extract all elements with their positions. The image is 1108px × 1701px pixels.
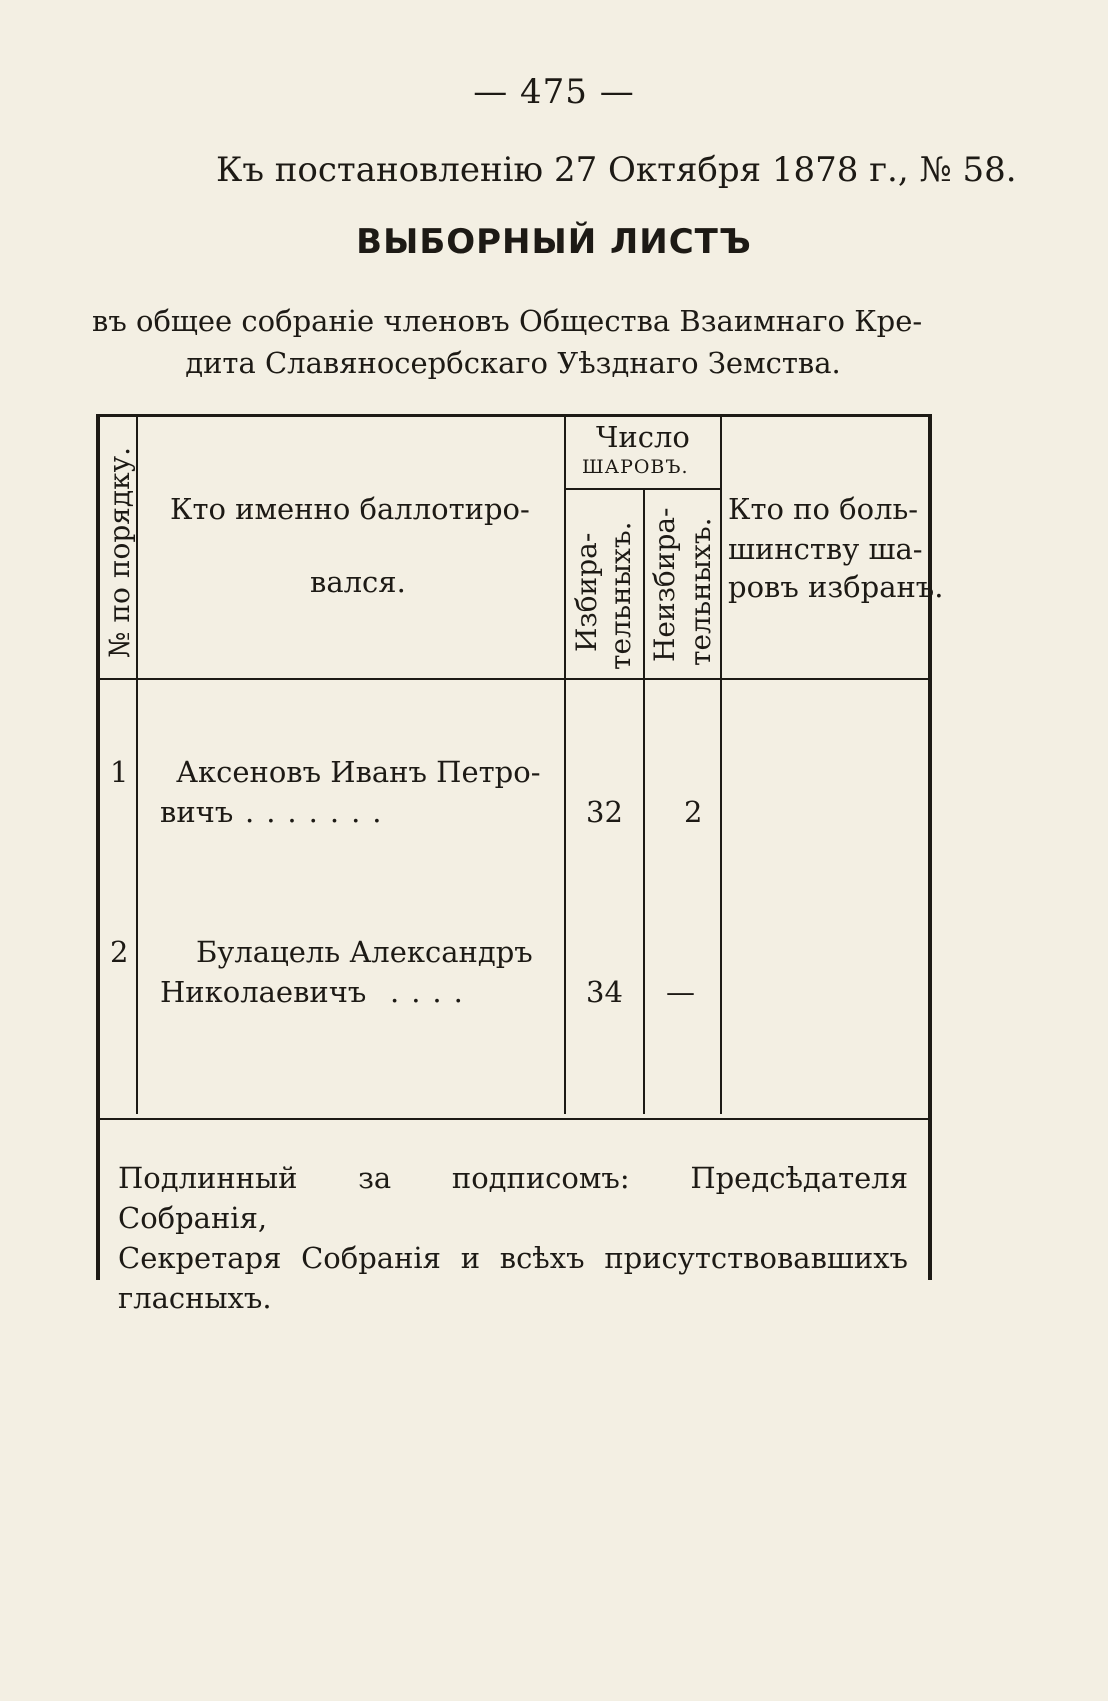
votes-for: 32	[586, 795, 623, 829]
row-number: 1	[110, 755, 129, 789]
header-bottom-rule	[96, 678, 932, 680]
table-top-rule	[96, 414, 932, 417]
table-right-border	[928, 414, 932, 1280]
candidate-name-line-2: вичъ	[160, 795, 234, 829]
note-line-3: гласныхъ.	[118, 1281, 272, 1315]
header-elected-line-2: шинству ша-	[728, 532, 923, 566]
leader-dots: ....	[390, 975, 475, 1009]
note-line-2: Секретаря Собранія и всѣхъ присутствовавшихъ	[118, 1241, 908, 1275]
candidate-name-line-2: Николаевичъ	[160, 975, 367, 1009]
authenticity-note	[118, 1158, 908, 1318]
column-divider-balls	[643, 490, 645, 1114]
candidate-name-line-1: Булацель Александръ	[196, 935, 533, 969]
sheet-title: ВЫБОРНЫЙ ЛИСТЪ	[356, 222, 752, 262]
header-candidate-line-1: Кто именно баллотиро-	[170, 492, 530, 526]
table-bottom-rule	[96, 1118, 932, 1120]
column-divider-number	[136, 414, 138, 1114]
note-line-1: Подлинный за подписомъ: Предсѣдателя Собранія,	[118, 1161, 908, 1235]
resolution-reference: Къ постановленію 27 Октября 1878 г., № 58.	[216, 150, 1017, 190]
balls-subheader-rule	[566, 488, 720, 490]
row-number: 2	[110, 935, 129, 969]
header-balls: Число	[596, 420, 690, 454]
leader-dots: .......	[245, 795, 394, 829]
header-for-line-1: Избира-	[570, 532, 603, 652]
header-elected-line-3: ровъ избранъ.	[728, 570, 944, 604]
column-divider-candidate	[564, 414, 566, 1114]
header-number: № по порядку.	[103, 446, 136, 658]
header-against-line-1: Неизбира-	[648, 507, 681, 662]
header-against-line-2: тельныхъ.	[684, 517, 717, 666]
sheet-subtitle	[92, 300, 934, 384]
subtitle-line-1: въ общее собраніе членовъ Общества Взаимнаго Кре-	[92, 304, 923, 338]
votes-against: —	[666, 975, 695, 1009]
header-balls-subtitle: ШАРОВЪ.	[582, 456, 689, 478]
candidate-name-line-1: Аксеновъ Иванъ Петро-	[176, 755, 541, 789]
page-number: — 475 —	[473, 72, 635, 112]
header-elected-line-1: Кто по боль-	[728, 492, 919, 526]
votes-against: 2	[684, 795, 703, 829]
column-divider-votes	[720, 414, 722, 1114]
votes-for: 34	[586, 975, 623, 1009]
header-candidate-line-2: вался.	[310, 565, 406, 599]
header-for-line-2: тельныхъ.	[604, 521, 637, 670]
subtitle-line-2: дита Славяносербскаго Уѣзднаго Земства.	[185, 346, 841, 380]
table-left-border	[96, 414, 100, 1280]
